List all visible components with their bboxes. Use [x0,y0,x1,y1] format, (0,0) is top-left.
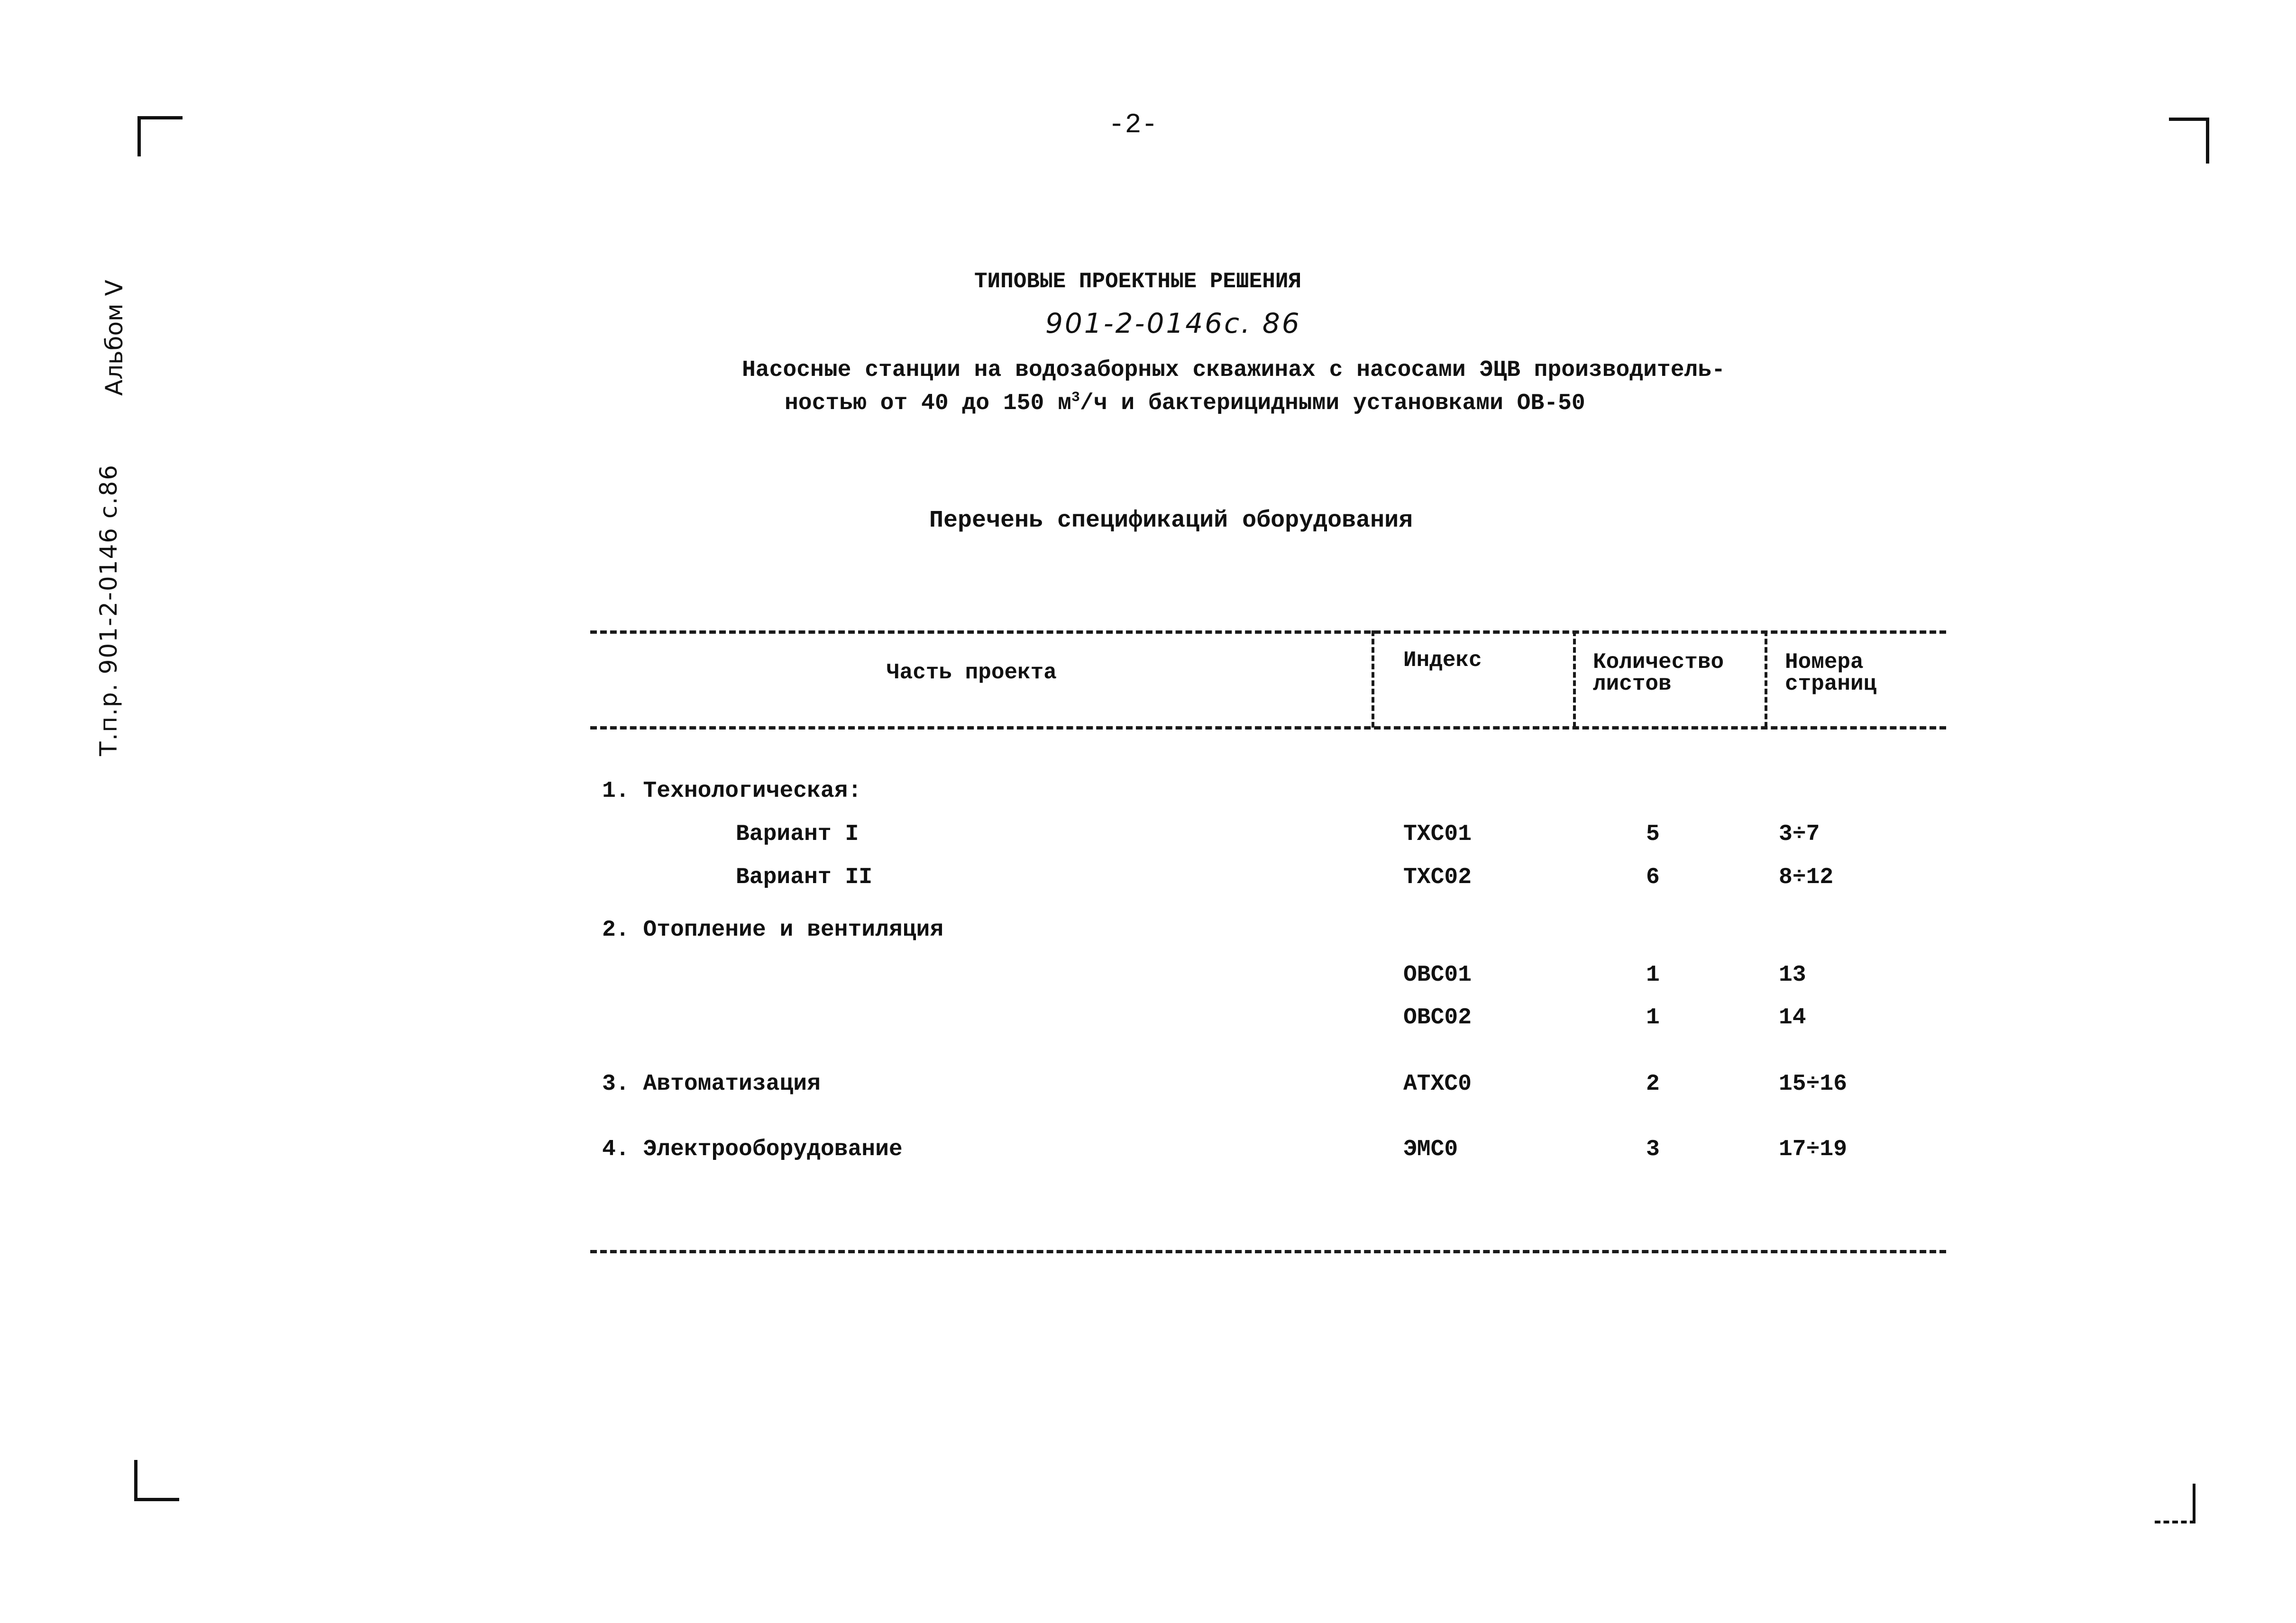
row-sheets: 3 [1646,1137,1660,1162]
row-sheets: 1 [1646,962,1660,988]
description-line-2-part-a: ностью от 40 до 150 м [785,391,1071,416]
header-pages-line-1: Номера [1785,650,1864,675]
page-number: -2- [1108,110,1158,141]
row-pages: 14 [1779,1005,1806,1030]
section-title: Перечень спецификаций оборудования [929,507,1413,534]
row-pages: 17÷19 [1779,1137,1848,1162]
header-pages-line-2: страниц [1785,672,1877,696]
column-separator-2 [1573,630,1576,728]
row-part: Вариант I [736,821,859,847]
header-sheets-line-1: Количество [1593,650,1724,675]
description-line-2-part-b: /ч и бактерицидными установками ОВ-50 [1079,391,1585,416]
document-title: ТИПОВЫЕ ПРОЕКТНЫЕ РЕШЕНИЯ [974,269,1302,294]
crop-mark-bottom-left [134,1460,179,1501]
row-index: ОВС01 [1403,962,1472,988]
column-separator-3 [1765,630,1767,728]
table-header-rule [590,726,1946,729]
row-index: ЭМС0 [1403,1137,1458,1162]
side-doc-code: Т.п.р. 901-2-0146 с.86 [95,464,122,756]
row-pages: 13 [1779,962,1806,988]
row-index: АТХС0 [1403,1071,1472,1097]
row-part: Вариант II [736,865,873,890]
column-separator-1 [1372,630,1374,728]
row-index: ТХС02 [1403,865,1472,890]
header-index: Индекс [1403,648,1482,673]
description-superscript: 3 [1071,390,1080,406]
document-code: 901-2-0146с. 86 [1045,307,1301,339]
side-album-label: Альбом V [101,280,128,396]
row-part: 1. Технологическая: [602,778,862,804]
table-top-rule [590,630,1946,634]
table-bottom-rule [590,1250,1946,1253]
row-sheets: 6 [1646,865,1660,890]
description-line-1: Насосные станции на водозаборных скважинах с насосами ЭЦВ производитель- [742,357,1725,383]
row-sheets: 1 [1646,1005,1660,1030]
row-part: 3. Автоматизация [602,1071,821,1097]
header-sheets-line-2: листов [1593,672,1672,696]
row-sheets: 2 [1646,1071,1660,1097]
row-pages: 8÷12 [1779,865,1834,890]
row-sheets: 5 [1646,821,1660,847]
row-index: ТХС01 [1403,821,1472,847]
crop-mark-bottom-right [2155,1484,2195,1523]
row-part: 2. Отопление и вентиляция [602,917,944,943]
row-pages: 3÷7 [1779,821,1820,847]
row-part: 4. Электрооборудование [602,1137,903,1162]
row-index: ОВС02 [1403,1005,1472,1030]
description-line-2 [785,390,1585,416]
header-part: Часть проекта [887,660,1057,685]
row-pages: 15÷16 [1779,1071,1848,1097]
